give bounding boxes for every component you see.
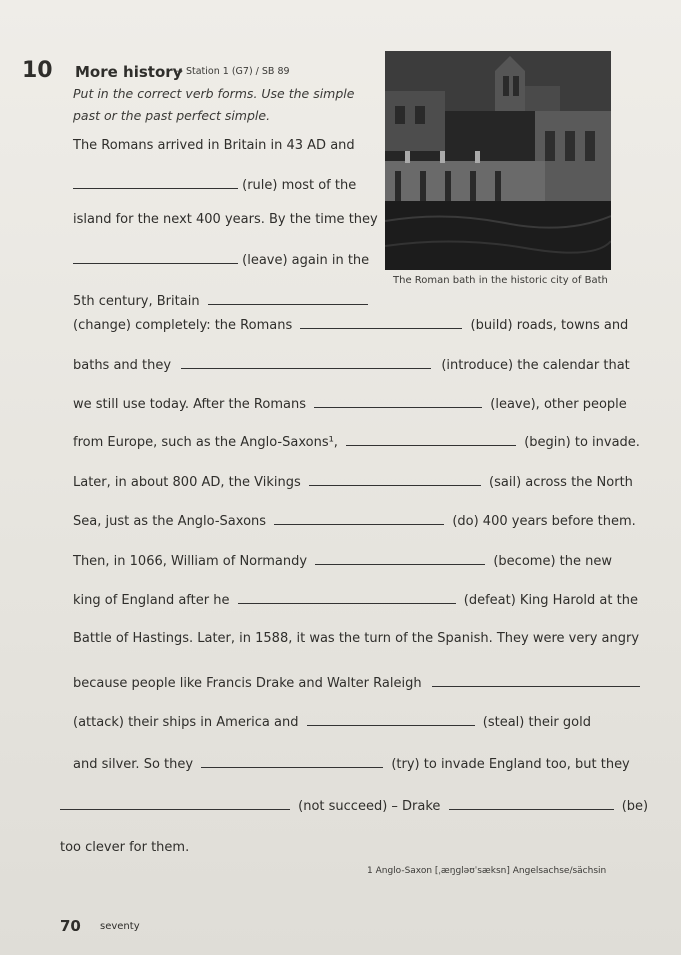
answer-blank[interactable] <box>314 395 482 408</box>
text-line: (rule) most of the <box>73 176 356 193</box>
text-line: Later, in about 800 AD, the Vikings (sail) across the North <box>73 475 633 490</box>
answer-blank[interactable] <box>60 797 290 810</box>
text-line: 5th century, Britain <box>73 292 368 309</box>
text-line: we still use today. After the Romans (leave), other people <box>73 397 627 412</box>
text-line: (not succeed) – Drake (be) <box>60 797 648 814</box>
text-line: and silver. So they (try) to invade England too, but they <box>73 757 630 772</box>
answer-blank[interactable] <box>432 674 640 687</box>
answer-blank[interactable] <box>346 433 516 446</box>
answer-blank[interactable] <box>309 473 481 486</box>
answer-blank[interactable] <box>307 713 475 726</box>
exercise-number: 10 <box>22 58 53 83</box>
text-line: Then, in 1066, William of Normandy (become) the new <box>73 554 612 569</box>
text-line: Sea, just as the Anglo-Saxons (do) 400 years before them. <box>73 514 636 529</box>
page-number: 70 <box>60 917 81 935</box>
instruction-line-1: Put in the correct verb forms. Use the simple <box>73 86 355 101</box>
roman-bath-photo <box>385 51 611 270</box>
roman-bath-illustration <box>385 51 611 270</box>
instruction-line-2: past or the past perfect simple. <box>73 108 271 123</box>
text-line: (change) completely: the Romans (build) roads, towns and <box>73 318 629 333</box>
text-line: island for the next 400 years. By the time they <box>73 212 378 227</box>
text-line: The Romans arrived in Britain in 43 AD and <box>73 138 355 153</box>
answer-blank[interactable] <box>300 316 462 329</box>
text-line: because people like Francis Drake and Walter Raleigh <box>73 674 640 691</box>
text-line: (leave) again in the <box>73 251 369 268</box>
answer-blank[interactable] <box>208 292 368 305</box>
text-line: Battle of Hastings. Later, in 1588, it was the turn of the Spanish. They were very angry <box>73 631 640 646</box>
text-line: baths and they (introduce) the calendar that <box>73 358 630 373</box>
text-line: (attack) their ships in America and (steal) their gold <box>73 715 591 730</box>
answer-blank[interactable] <box>181 356 431 369</box>
answer-blank[interactable] <box>238 591 456 604</box>
photo-caption: The Roman bath in the historic city of Bath <box>393 275 608 286</box>
text-line: king of England after he (defeat) King Harold at the <box>73 593 638 608</box>
answer-blank[interactable] <box>73 176 238 189</box>
exercise-title: More history <box>75 63 183 81</box>
answer-blank[interactable] <box>201 755 383 768</box>
answer-blank[interactable] <box>274 512 444 525</box>
answer-blank[interactable] <box>73 251 238 264</box>
answer-blank[interactable] <box>315 552 485 565</box>
footnote: 1 Anglo-Saxon [ˌæŋɡləʊˈsæksn] Angelsachse/sächsin <box>367 866 607 876</box>
answer-blank[interactable] <box>449 797 614 810</box>
text-line: too clever for them. <box>60 840 190 855</box>
page-number-word: seventy <box>100 921 140 932</box>
text-line: from Europe, such as the Anglo-Saxons¹, (begin) to invade. <box>73 435 640 450</box>
station-reference: → Station 1 (G7) / SB 89 <box>175 66 290 77</box>
